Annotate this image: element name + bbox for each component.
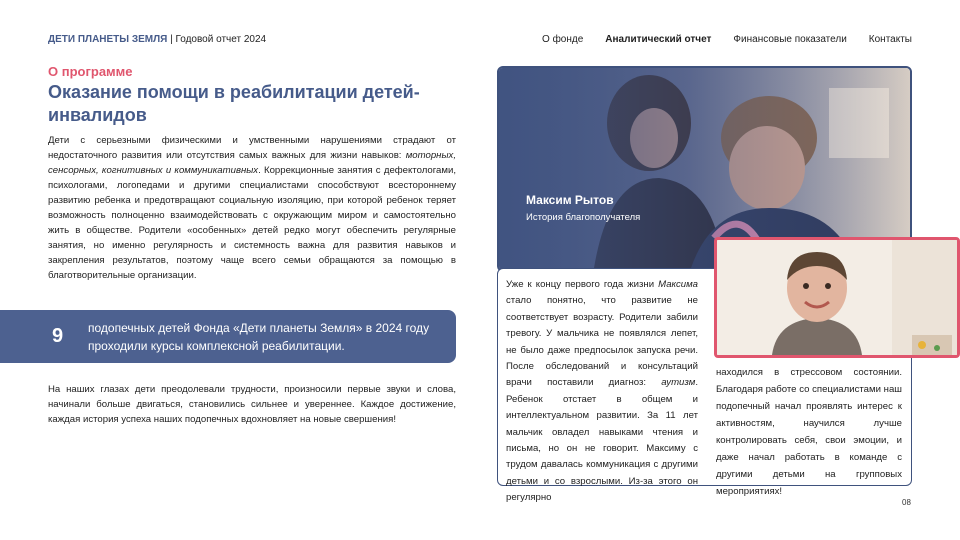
report-title [48,34,266,45]
outro-paragraph: На наших глазах дети преодолевали трудности, произносили первые звуки и слова, начинали больше двигаться, становились сильнее и увереннее. Каждое достижение, каждая история успеха наших подопечных вдохновляет на новые свершения! [48,384,456,425]
brand-name: ДЕТИ ПЛАНЕТЫ ЗЕМЛЯ [48,33,168,45]
portrait-illustration [717,240,957,355]
story-left-diagnosis: аутизм [661,377,696,389]
top-bar [48,32,912,46]
portrait-photo [714,237,960,358]
intro-paragraph [48,133,456,283]
intro-skills: моторных, сенсорных, когнитивных и коммуникативных [48,150,456,176]
stat-number: 9 [52,325,64,347]
top-navigation [542,34,912,45]
story-left-2: стало понятно, что развитие не соответствует возрасту. Родители забили тревогу. У мальчика не появлялся лепет, не было даже предпосылок запуска речи. После обследований и консультаций врачи поставили диагноз: [506,295,698,389]
story-left-3: . Ребенок отстает в общем и интеллектуальном развитии. За 11 лет мальчик овладел навыками чтения и письма, но он не говорит. Максиму с трудом давалась коммуникация с другими детьми и со взрослыми. Из-за этого он регулярно [506,377,698,504]
section-title: Оказание помощи в реабилитации детей-инвалидов [48,82,420,125]
story-left-name: Максима [658,279,698,290]
page-number: 08 [902,498,911,507]
report-subtitle: Годовой отчет 2024 [175,33,267,45]
brand-separator: | [167,33,176,45]
story-text-left [506,277,698,507]
beneficiary-name: Максим Рытов [526,193,614,207]
beneficiary-label: История благополучателя [526,212,641,223]
stat-band [0,310,456,363]
stat-text: подопечных детей Фонда «Дети планеты Земля» в 2024 году проходили курсы комплексной реабилитации. [88,320,430,353]
story-left-1: Уже к концу первого года жизни [506,279,659,290]
section-eyebrow: О программе [48,64,133,79]
nav-contacts[interactable]: Контакты [868,33,912,45]
nav-about[interactable]: О фонде [542,33,584,45]
intro-text-1: Дети с серьезными физическими и умственными нарушениями страдают от недостаточного развития или отсутствия самых важных для жизни навыков: [48,135,456,161]
intro-text-2: . Коррекционные занятия с дефектологами, психологами, логопедами и другими специалистами способствуют всестороннему развитию ребенка и предотвращают социальную изоляцию, при которой ребенок теряет возможность полноценно взаимодействовать с окружающим миром и самостоятельно жить в обществе. Родители «особенных» детей редко могут обеспечить регулярные занятия, но именно регулярность и системность важна для развития навыков и закрепления результатов, поэтому чаще всего семьи обращаются за помощью в благотворительные организации. [48,165,457,281]
nav-analytics[interactable]: Аналитический отчет [605,33,712,45]
nav-finance[interactable]: Финансовые показатели [733,33,847,45]
story-text-right: находился в стрессовом состоянии. Благодаря работе со специалистами наш подопечный начал проявлять интерес к активностям, научился лучше контролировать себя, свои эмоции, и даже начал работать в команде с другими детьми на групповых мероприятиях! [716,367,902,497]
